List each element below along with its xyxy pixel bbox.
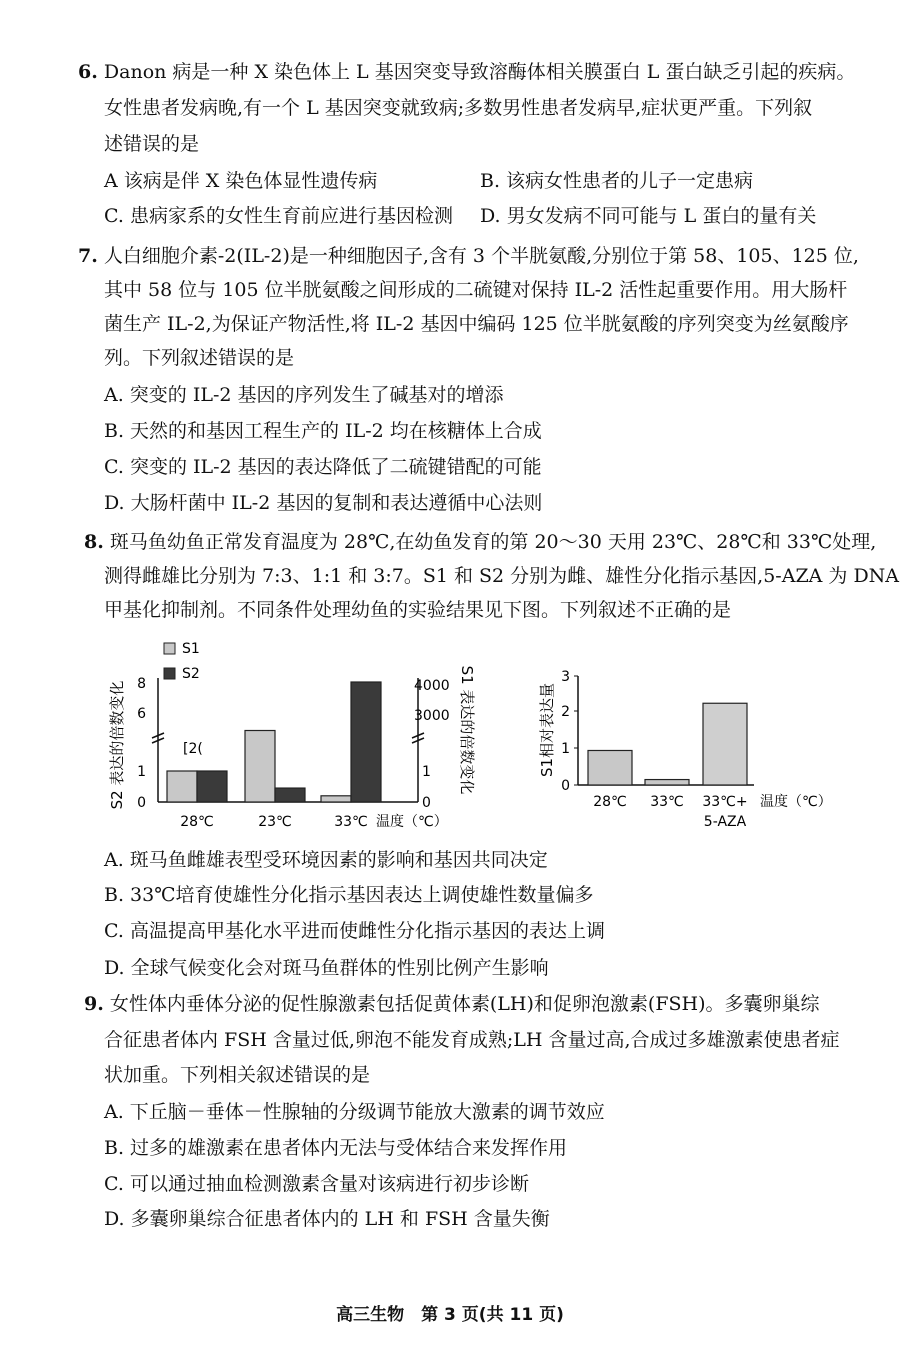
y-tick-label-right: 4000	[414, 678, 450, 694]
option-d[interactable]: D. 多囊卵巢综合征患者体内的 LH 和 FSH 含量失衡	[104, 1208, 550, 1230]
question-stem-line: 人白细胞介素-2(IL-2)是一种细胞因子,含有 3 个半胱氨酸,分别位于第 58、105、125 位,	[103, 245, 859, 267]
y-axis-title: S1相对表达量	[538, 682, 556, 778]
option-b[interactable]: B. 过多的雄激素在患者体内无法与受体结合来发挥作用	[104, 1137, 568, 1159]
x-tick-label: 5-AZA	[703, 814, 747, 830]
question-stem-line: 状加重。下列相关叙述错误的是	[104, 1064, 371, 1086]
question-stem-line: 合征患者体内 FSH 含量过低,卵泡不能发育成熟;LH 含量过高,合成过多雄激素使患者症	[104, 1029, 840, 1051]
option-b[interactable]: B. 33℃培育使雄性分化指示基因表达上调使雄性数量偏多	[104, 884, 594, 906]
legend-swatch-s1	[164, 643, 175, 654]
y-tick-label-right: 1	[422, 764, 431, 780]
chart-gene-expression-by-temperature	[100, 630, 500, 840]
y-tick-label-left: 6	[137, 706, 146, 722]
legend-label-s1: S1	[182, 641, 200, 657]
y-axis-title-left: S2 表达的倍数变化	[108, 680, 126, 810]
x-tick-label: 33℃+	[702, 794, 748, 810]
option-b[interactable]: B. 该病女性患者的儿子一定患病	[480, 170, 754, 192]
y-tick-label: 2	[561, 704, 570, 720]
x-axis-title: 温度（℃）	[376, 814, 448, 830]
bar-33c-5aza	[703, 703, 747, 785]
option-d[interactable]: D. 大肠杆菌中 IL-2 基因的复制和表达遵循中心法则	[104, 492, 543, 514]
x-axis-title: 温度（℃）	[760, 794, 832, 810]
y-tick-label-left: 1	[137, 764, 146, 780]
bar-s2-33c	[351, 682, 381, 802]
question-stem-line: 女性患者发病晚,有一个 L 基因突变就致病;多数男性患者发病早,症状更严重。下列叙	[104, 97, 813, 119]
option-c[interactable]: C. 突变的 IL-2 基因的表达降低了二硫键错配的可能	[104, 456, 542, 478]
chart-s1-relative-expression	[530, 660, 850, 835]
y-tick-label-left: 0	[137, 795, 146, 811]
option-a[interactable]: A. 斑马鱼雌雄表型受环境因素的影响和基因共同决定	[104, 849, 548, 871]
legend-swatch-s2	[164, 668, 175, 679]
question-number: 9.	[84, 993, 104, 1015]
question-number: 7.	[78, 245, 98, 267]
x-tick-label: 28℃	[593, 794, 627, 810]
option-a[interactable]: A. 下丘脑－垂体－性腺轴的分级调节能放大激素的调节效应	[104, 1101, 605, 1123]
page-footer: 高三生物 第 3 页(共 11 页)	[336, 1305, 564, 1325]
question-stem-line: 列。下列叙述错误的是	[104, 347, 295, 369]
option-b[interactable]: B. 天然的和基因工程生产的 IL-2 均在核糖体上合成	[104, 420, 542, 442]
bar-annotation: [2(	[183, 741, 203, 757]
question-stem-line: 女性体内垂体分泌的促性腺激素包括促黄体素(LH)和促卵泡激素(FSH)。多囊卵巢综	[109, 993, 820, 1015]
option-d[interactable]: D. 全球气候变化会对斑马鱼群体的性别比例产生影响	[104, 957, 549, 979]
bar-s2-28c	[197, 771, 227, 802]
x-tick-label: 23℃	[258, 814, 292, 830]
question-stem-line: 菌生产 IL-2,为保证产物活性,将 IL-2 基因中编码 125 位半胱氨酸的序列突变为丝氨酸序	[104, 313, 849, 335]
y-tick-label: 1	[561, 741, 570, 757]
question-stem-line: Danon 病是一种 X 染色体上 L 基因突变导致溶酶体相关膜蛋白 L 蛋白缺乏引起的疾病。	[103, 61, 856, 83]
y-axis-title-right: S1 表达的倍数变化	[458, 665, 476, 795]
question-stem-line: 甲基化抑制剂。不同条件处理幼鱼的实验结果见下图。下列叙述不正确的是	[104, 599, 732, 621]
question-number: 6.	[78, 61, 98, 83]
y-tick-label-right: 3000	[414, 708, 450, 724]
question-stem-line: 述错误的是	[104, 133, 200, 155]
legend-label-s2: S2	[182, 666, 200, 682]
option-d[interactable]: D. 男女发病不同可能与 L 蛋白的量有关	[480, 205, 817, 227]
x-tick-label: 33℃	[650, 794, 684, 810]
y-tick-label: 3	[561, 669, 570, 685]
y-tick-label: 0	[561, 778, 570, 794]
y-tick-label-left: 8	[137, 676, 146, 692]
bar-33c	[645, 780, 689, 785]
option-a[interactable]: A 该病是伴 X 染色体显性遗传病	[104, 170, 378, 192]
option-c[interactable]: C. 高温提高甲基化水平进而使雌性分化指示基因的表达上调	[104, 920, 605, 942]
bar-28c	[588, 750, 632, 785]
x-tick-label: 33℃	[334, 814, 368, 830]
question-stem-line: 斑马鱼幼鱼正常发育温度为 28℃,在幼鱼发育的第 20～30 天用 23℃、28℃和 33℃处理,	[109, 531, 877, 553]
bar-s2-23c	[275, 788, 305, 802]
x-tick-label: 28℃	[180, 814, 214, 830]
bar-s1-23c	[245, 731, 275, 803]
question-stem-line: 其中 58 位与 105 位半胱氨酸之间形成的二硫键对保持 IL-2 活性起重要作用。用大肠杆	[104, 279, 848, 301]
option-a[interactable]: A. 突变的 IL-2 基因的序列发生了碱基对的增添	[104, 384, 504, 406]
bar-s1-28c	[167, 771, 197, 802]
bar-s1-33c	[321, 796, 351, 802]
option-c[interactable]: C. 患病家系的女性生育前应进行基因检测	[104, 205, 453, 227]
y-tick-label-right: 0	[422, 795, 431, 811]
question-number: 8.	[84, 531, 104, 553]
option-c[interactable]: C. 可以通过抽血检测激素含量对该病进行初步诊断	[104, 1173, 529, 1195]
question-stem-line: 测得雌雄比分别为 7:3、1:1 和 3:7。S1 和 S2 分别为雌、雄性分化指示基因,5-AZA 为 DNA	[104, 565, 900, 587]
